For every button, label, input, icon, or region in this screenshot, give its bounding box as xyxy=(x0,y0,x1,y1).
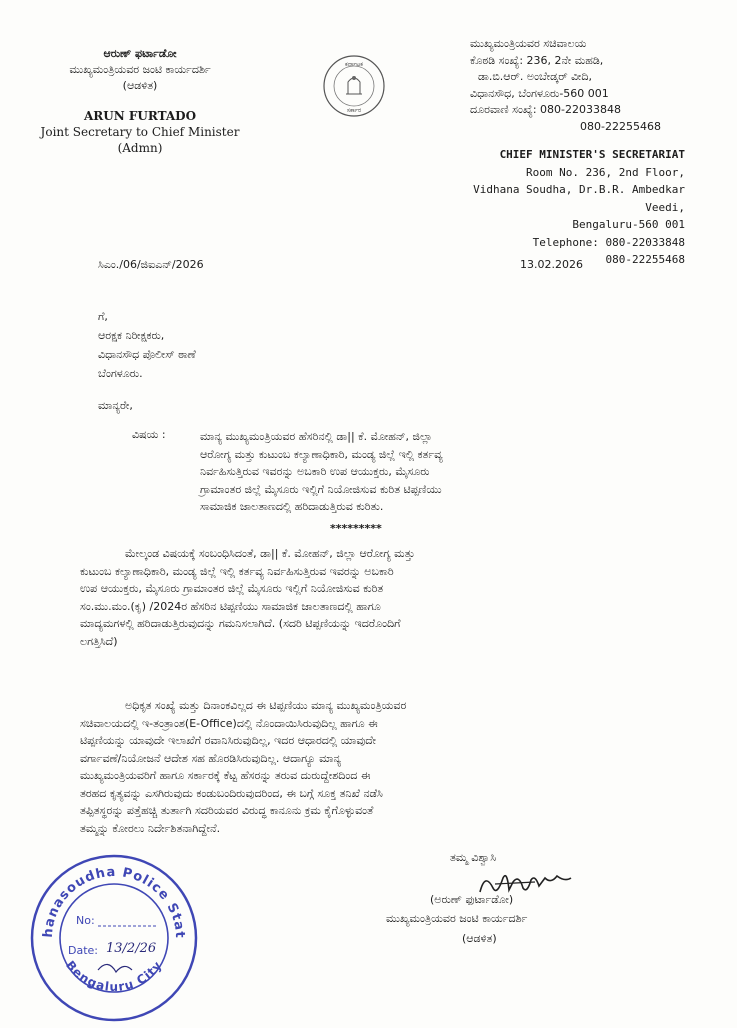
separator: ********* xyxy=(330,522,382,535)
letter-date: 13.02.2026 xyxy=(520,258,583,271)
government-seal xyxy=(322,54,386,118)
para-line: ಸಂ.ಮು.ಮಂ.(ಕೃ) /2024ರ ಹೆಸರಿನ ಟಿಪ್ಪಣಿಯು ಸಾಮಾಜಿಕ ಜಾಲತಾಣದಲ್ಲಿ ಹಾಗೂ xyxy=(80,599,381,613)
stamp-top-text: hanasoudha Police Stat xyxy=(40,864,188,940)
subject-line: ನಿರ್ವಹಿಸುತ್ತಿರುವ ಇವರನ್ನು ಅಬಕಾರಿ ಉಪ ಆಯುಕ್ತರು, ಮೈಸೂರು xyxy=(200,465,430,478)
office-name-en: CHIEF MINISTER'S SECRETARIAT xyxy=(499,148,685,161)
phone-en: Telephone: 080-22033848 xyxy=(532,235,685,249)
subject-line: ಮಾನ್ಯ ಮುಖ್ಯಮಂತ್ರಿಯವರ ಹೆಸರಿನಲ್ಲಿ ಡಾ|| ಕೆ. ಮೋಹನ್, ಜಿಲ್ಲಾ xyxy=(200,430,433,443)
para-line: ಉಪ ಆಯುಕ್ತರು, ಮೈಸೂರು ಗ್ರಾಮಾಂತರ ಜಿಲ್ಲೆ ಮೈಸೂರು ಇಲ್ಲಿಗೆ ನಿಯೋಜಿಸುವ ಕುರಿತ xyxy=(80,582,384,595)
office-address-block xyxy=(470,36,685,135)
room-en: Room No. 236, 2nd Floor, xyxy=(526,165,685,179)
para-line: ತಪ್ಪಿತಸ್ಥರನ್ನು ಪತ್ತೆಹಚ್ಚಿ ತುರ್ತಾಗಿ ಸದರಿಯವರ ವಿರುದ್ಧ ಕಾನೂನು ಕ್ರಮ ಕೈಗೊಳ್ಳುವಂತೆ xyxy=(80,804,374,817)
sender-block xyxy=(40,46,240,156)
para-line: ಸಚಿವಾಲಯದಲ್ಲಿ ಇ-ತಂತ್ರಾಂಶ(E-Office)ದಲ್ಲಿ ನೊಂದಾಯಿಸಿರುವುದಿಲ್ಲ ಹಾಗೂ ಈ xyxy=(80,716,378,730)
para-line: ತರಹದ ಕೃತ್ಯವನ್ನು ಎಸಗಿರುವುದು ಕಂಡುಬಂದಿರುವುದರಿಂದ, ಈ ಬಗ್ಗೆ ಸೂಕ್ತ ತನಿಖೆ ನಡೆಸಿ xyxy=(80,786,383,800)
sender-title-kn: ಮುಖ್ಯಮಂತ್ರಿಯವರ ಜಂಟಿ ಕಾರ್ಯದರ್ಶಿ xyxy=(69,63,211,76)
para-line: ವರ್ಗಾವಣೆ/ನಿಯೋಜನೆ ಆದೇಶ ಸಹ ಹೊರಡಿಸಿರುವುದಿಲ್ಲ. ಆದಾಗ್ಯೂ ಮಾನ್ಯ xyxy=(80,751,342,765)
para-line: ಮುಖ್ಯಮಂತ್ರಿಯವರಿಗೆ ಹಾಗೂ ಸರ್ಕಾರಕ್ಕೆ ಕೆಟ್ಟ ಹೆಸರನ್ನು ತರುವ ದುರುದ್ದೇಶದಿಂದ ಈ xyxy=(80,769,371,782)
para-line: ಕುಟುಂಬ ಕಲ್ಯಾಣಾಧಿಕಾರಿ, ಮಂಡ್ಯ ಜಿಲ್ಲೆ ಇಲ್ಲಿ ಕರ್ತವ್ಯ ನಿರ್ವಹಿಸುತ್ತಿರುವ ಇವರನ್ನು ಅಬಕಾರಿ xyxy=(80,564,394,578)
reference-number: ಸಿಎಂ./06/ಜಿಐಎನ್/2026 xyxy=(98,258,204,271)
svg-text:Bengaluru City xyxy=(63,958,165,994)
para-line: ಮೇಲ್ಕಂಡ ವಿಷಯಕ್ಕೆ ಸಂಬಂಧಿಸಿದಂತೆ, ಡಾ|| ಕೆ. ಮೋಹನ್, ಜಿಲ್ಲಾ ಆರೋಗ್ಯ ಮತ್ತು xyxy=(125,547,415,560)
sender-title-en: Joint Secretary to Chief Minister xyxy=(40,125,240,139)
stamp-date-label: Date: xyxy=(68,944,98,957)
street-kn: ಡಾ.ಬಿ.ಆರ್. ಅಂಬೇಡ್ಕರ್ ವೀದಿ, xyxy=(478,70,592,83)
para-line: ಮಾದ್ಯಮಗಳಲ್ಲಿ ಹರಿದಾಡುತ್ತಿರುವುದನ್ನು ಗಮನಿಸಲಾಗಿದೆ. (ಸದರಿ ಟಿಪ್ಪಣಿಯನ್ನು ಇದರೊಂದಿಗೆ xyxy=(80,617,401,630)
addressee-line1: ಆರಕ್ಷಕ ನಿರೀಕ್ಷಕರು, xyxy=(98,329,165,342)
phone2-en: 080-22255468 xyxy=(605,253,685,266)
body-paragraph-2 xyxy=(80,697,640,837)
seal-bottom-text: ಸರ್ಕಾರ xyxy=(346,107,362,114)
stamp-date-value: 13/2/26 xyxy=(106,941,157,956)
police-station-stamp xyxy=(28,852,200,1024)
signatory-title: ಮುಖ್ಯಮಂತ್ರಿಯವರ ಜಂಟಿ ಕಾರ್ಯದರ್ಶಿ xyxy=(386,912,528,925)
sender-name-kn: ಆರುಣ್ ಫರ್ಟಾಡೋ xyxy=(103,47,177,60)
sender-dept-kn: (ಆಡಳಿತ) xyxy=(122,79,158,92)
subject-line: ಗ್ರಾಮಾಂತರ ಜಿಲ್ಲೆ ಮೈಸೂರು ಇಲ್ಲಿಗೆ ನಿಯೋಜಿಸುವ ಕುರಿತ ಟಿಪ್ಪಣಿಯು xyxy=(200,482,442,496)
seal-top-text: ಕರ್ನಾಟಕ xyxy=(345,61,363,68)
para-line: ಲಗತ್ತಿಸಿದೆ) xyxy=(80,634,118,648)
sender-name-en: ARUN FURTADO xyxy=(83,109,197,123)
addressee-block xyxy=(98,307,196,383)
para-line: ತಮ್ಮನ್ನು ಕೋರಲು ನಿರ್ದೇಶಿತನಾಗಿದ್ದೇನೆ. xyxy=(80,821,221,835)
street-en: Vidhana Soudha, Dr.B.R. Ambedkar Veedi, xyxy=(473,183,685,214)
addressee-line2: ವಿಧಾನಸೌಧ ಪೊಲೀಸ್ ಠಾಣೆ xyxy=(98,348,196,361)
subject-line: ಸಾಮಾಜಿಕ ಜಾಲತಾಣದಲ್ಲಿ ಹರಿದಾಡುತ್ತಿರುವ ಕುರಿತು. xyxy=(200,500,384,513)
phone2-kn: 080-22255468 xyxy=(580,119,661,133)
office-address-en xyxy=(440,146,685,269)
para-line: ಅಧಿಕೃತ ಸಂಖ್ಯೆ ಮತ್ತು ದಿನಾಂಕವಿಲ್ಲದ ಈ ಟಿಪ್ಪಣಿಯು ಮಾನ್ಯ ಮುಖ್ಯಮಂತ್ರಿಯವರ xyxy=(125,699,407,712)
signoff-yours: ತಮ್ಮ ವಿಶ್ವಾಸಿ xyxy=(450,851,497,864)
para-line: ಟಿಪ್ಪಣಿಯನ್ನು ಯಾವುದೇ ಇಲಾಖೆಗೆ ರವಾನಿಸಿರುವುದಿಲ್ಲ, ಇದರ ಆಧಾರದಲ್ಲಿ ಯಾವುದೇ xyxy=(80,734,377,747)
body-paragraph-1 xyxy=(80,545,640,650)
office-name-kn: ಮುಖ್ಯಮಂತ್ರಿಯವರ ಸಚಿವಾಲಯ xyxy=(470,37,587,50)
addressee-line3: ಬೆಂಗಳೂರು. xyxy=(98,367,143,380)
subject-line: ಆರೋಗ್ಯ ಮತ್ತು ಕುಟುಂಬ ಕಲ್ಯಾಣಾಧಿಕಾರಿ, ಮಂಡ್ಯ ಜಿಲ್ಲೆ ಇಲ್ಲಿ ಕರ್ತವ್ಯ xyxy=(200,447,443,461)
city-kn: ವಿಧಾನಸೌಧ, ಬೆಂಗಳೂರು-560 001 xyxy=(470,86,609,100)
stamp-no-label: No: xyxy=(76,914,95,927)
subject-text xyxy=(200,428,640,516)
city-en: Bengaluru-560 001 xyxy=(572,218,685,231)
salutation: ಮಾನ್ಯರೇ, xyxy=(98,399,133,412)
to-label: ಗೆ, xyxy=(98,310,108,323)
subject-label: ವಿಷಯ : xyxy=(132,428,166,441)
stamp-bottom-text: Bengaluru City xyxy=(63,958,165,994)
phone-kn: ದೂರವಾಣಿ ಸಂಖ್ಯೆ: 080-22033848 xyxy=(470,103,622,116)
signatory-name: (ಅರುಣ್ ಫುರ್ಟಾಡೋ) xyxy=(430,893,514,906)
sender-dept-en: (Admn) xyxy=(117,141,163,155)
room-kn: ಕೊಠಡಿ ಸಂಖ್ಯೆ: 236, 2ನೇ ಮಹಡಿ, xyxy=(470,53,604,67)
signatory-dept: (ಆಡಳಿತ) xyxy=(462,932,497,945)
svg-text:Vidhanasoudha Police Station xyxy=(28,852,187,939)
